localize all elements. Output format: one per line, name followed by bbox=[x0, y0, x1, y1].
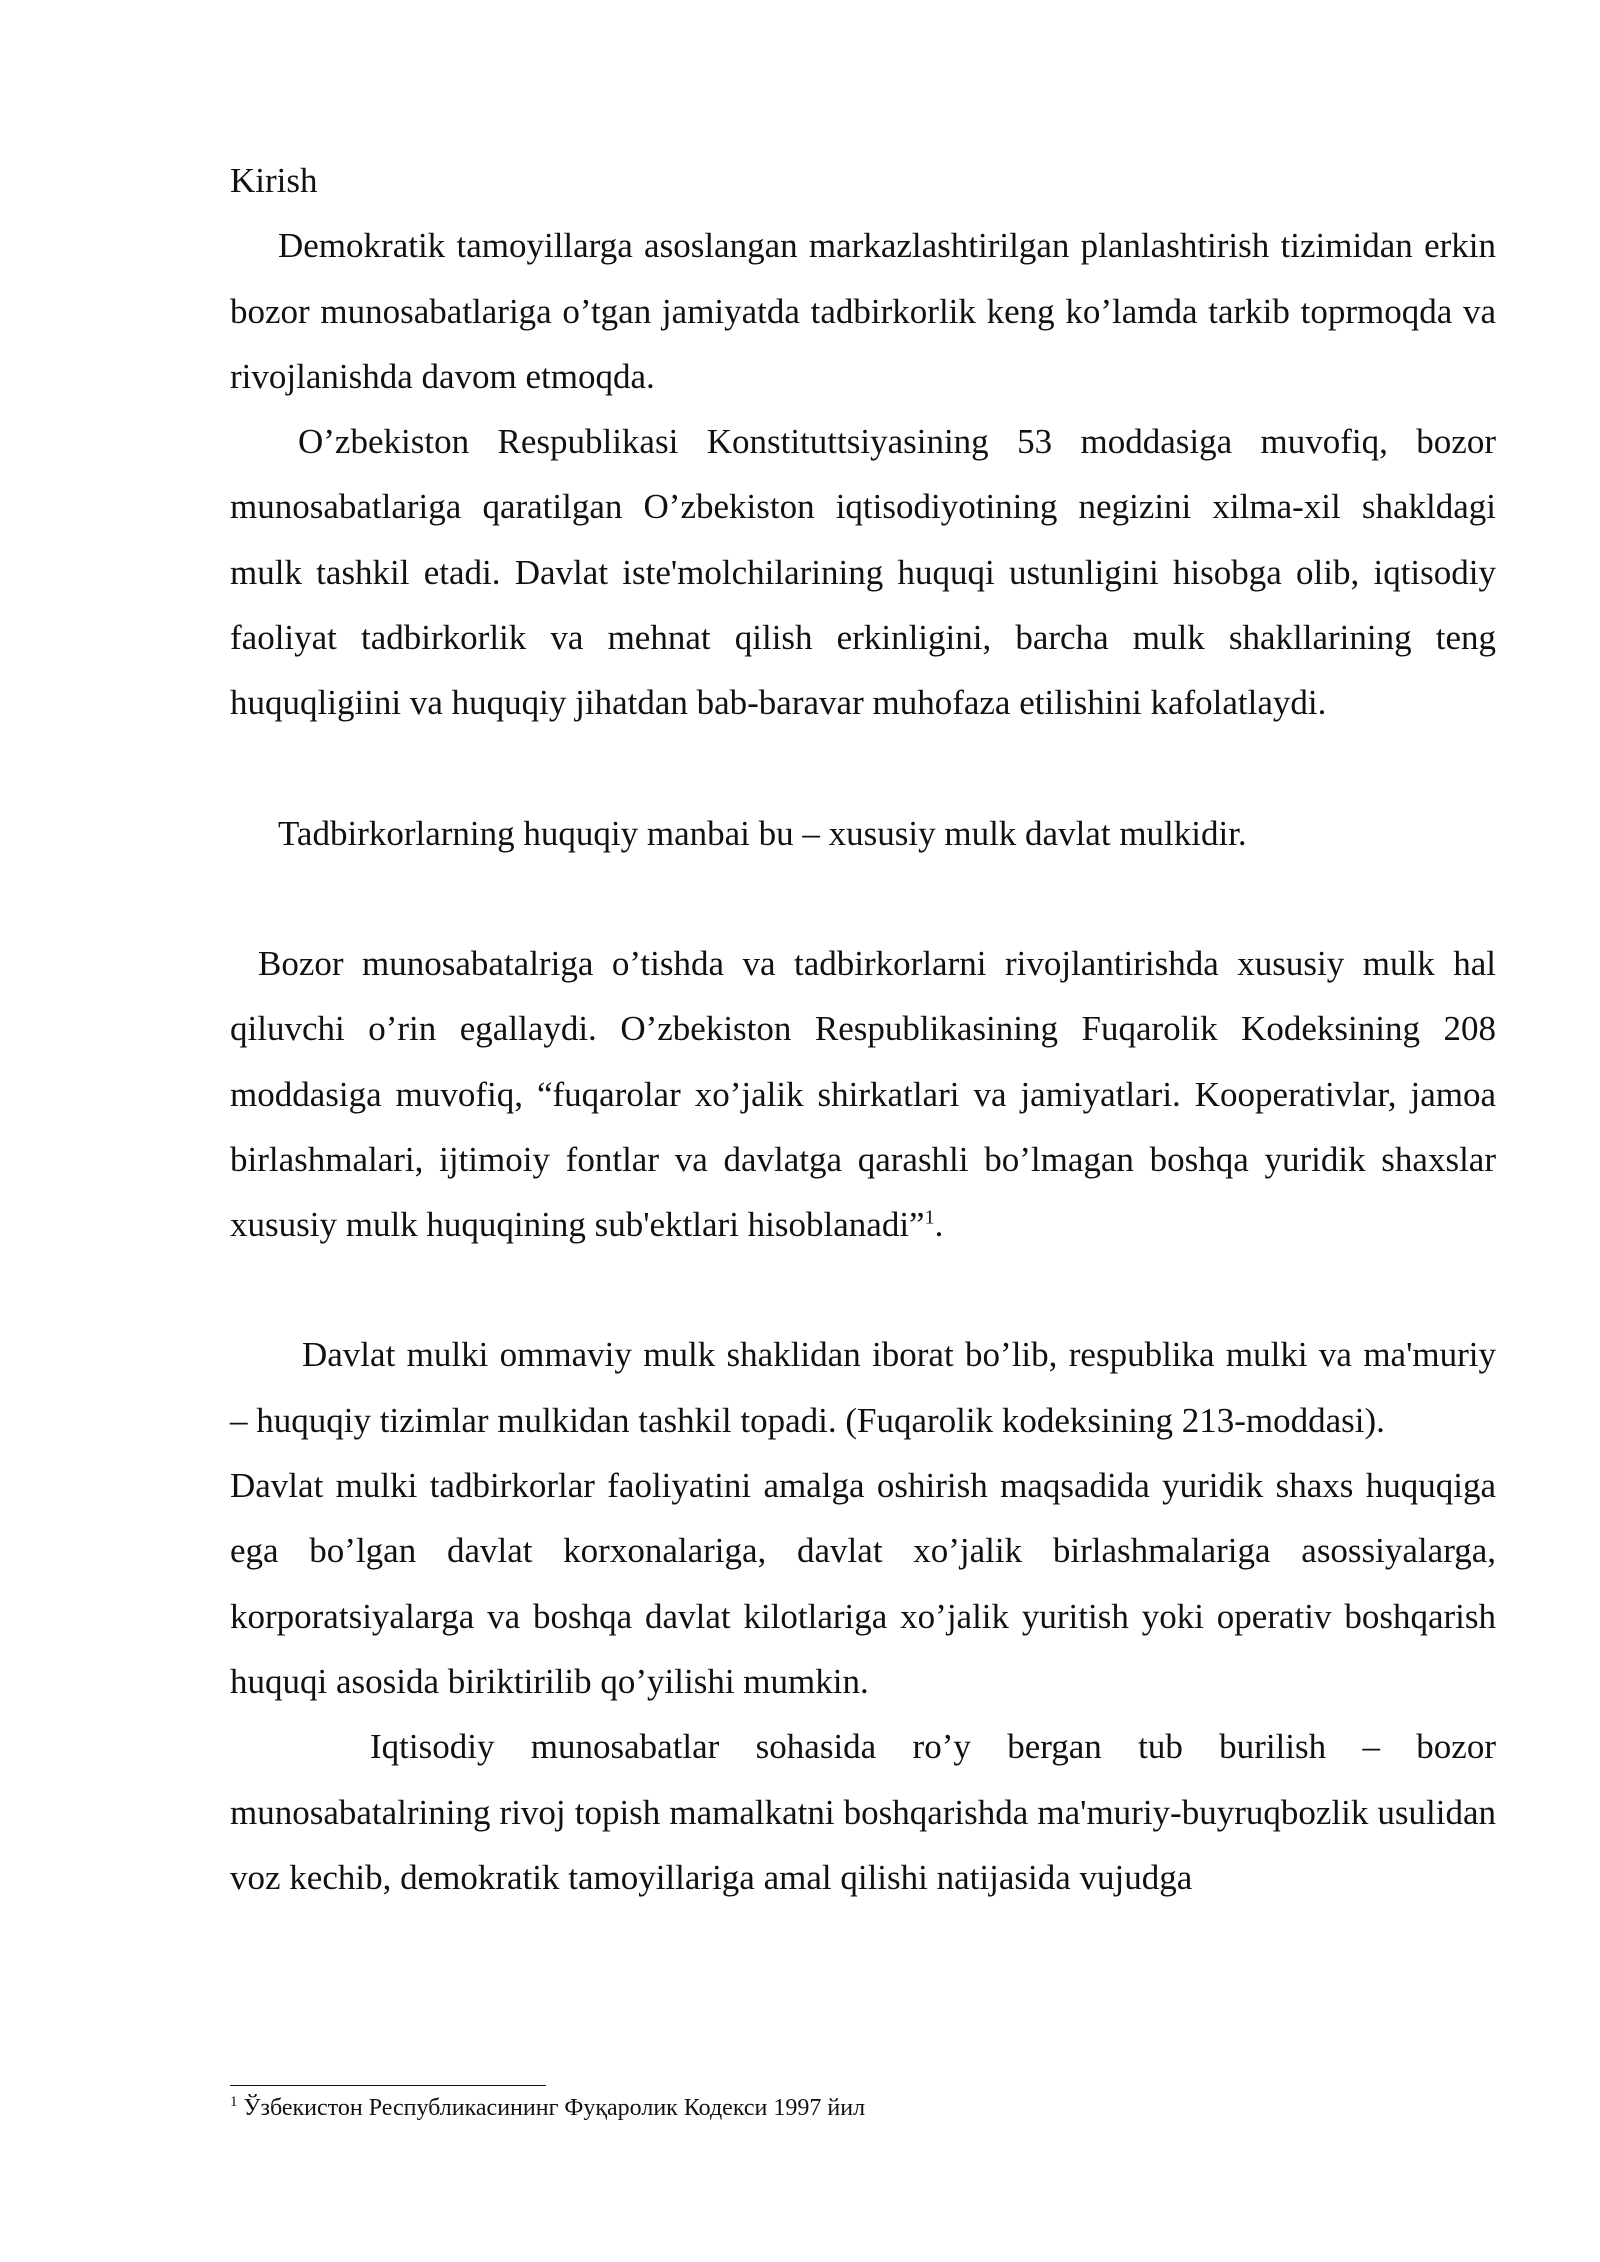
footnote-text: Ўзбекистон Республикасининг Фуқаролик Кодекси 1997 йил bbox=[237, 2095, 866, 2121]
paragraph-spacer bbox=[230, 1257, 1496, 1322]
paragraph-5: Davlat mulki ommaviy mulk shaklidan iborat bo’lib, respublika mulki va ma'muriy – huquqiy tizimlar mulkidan tashkil topadi. (Fuqarolik kodeksining 213-moddasi). bbox=[230, 1335, 1496, 1440]
document-body bbox=[230, 148, 1496, 1910]
paragraph-1: Demokratik tamoyillarga asoslangan markazlashtirilgan planlashtirish tizimidan erkin bozor munosabatlariga o’tgan jamiyatda tadbirkorlik keng ko’lamda tarkib toprmoqda va rivojlanishda davom etmoqda. bbox=[230, 226, 1496, 396]
paragraph-6: Davlat mulki tadbirkorlar faoliyatini amalga oshirish maqsadida yuridik shaxs huquqiga ega bo’lgan davlat korxonalariga, davlat xo’jalik birlashmalariga asossiyalarga, korporatsiyalarga va boshqa davlat kilotlariga xo’jalik yuritish yoki operativ boshqarish huquqi asosida biriktirilib qo’yilishi mumkin. bbox=[230, 1466, 1496, 1701]
paragraph-4-text: Bozor munosabatalriga o’tishda va tadbirkorlarni rivojlantirishda xususiy mulk hal qiluvchi o’rin egallaydi. O’zbekiston Respublikasining Fuqarolik Kodeksining 208 moddasiga muvofiq, “fuqarolar xo’jalik shirkatlari va jamiyatlari. Kooperativlar, jamoa birlashmalari, ijtimoiy fontlar va davlatga qarashli bo’lmagan boshqa yuridik shaxslar xususiy mulk huquqining sub'ektlari hisoblanadi” bbox=[230, 943, 1496, 1245]
footnote-separator bbox=[230, 2085, 546, 2086]
paragraph-spacer bbox=[230, 866, 1496, 931]
paragraph-spacer bbox=[230, 736, 1496, 801]
paragraph-4-end: . bbox=[934, 1205, 944, 1245]
paragraph-4 bbox=[230, 931, 1496, 1257]
footnote-reference[interactable]: 1 bbox=[924, 1206, 935, 1229]
paragraph-2: O’zbekiston Respublikasi Konstituttsiyasining 53 moddasiga muvofiq, bozor munosabatlariga qaratilgan O’zbekiston iqtisodiyotining negizini xilma-xil shakldagi mulk tashkil etadi. Davlat iste'molchilarining huquqi ustunligini hisobga olib, iqtisodiy faoliyat tadbirkorlik va mehnat qilish erkinligini, barcha mulk shakllarining teng huquqligiini va huquqiy jihatdan bab-baravar muhofaza etilishini kafolatlaydi. bbox=[230, 422, 1496, 723]
paragraph-3: Tadbirkorlarning huquqiy manbai bu – xususiy mulk davlat mulkidir. bbox=[278, 813, 1247, 853]
footnote bbox=[230, 2093, 1496, 2123]
section-heading: Kirish bbox=[230, 161, 318, 200]
footnote-marker: 1 bbox=[230, 2094, 238, 2110]
paragraph-7: Iqtisodiy munosabatlar sohasida ro’y bergan tub burilish – bozor munosabatalrining rivoj topish mamalkatni boshqarishda ma'muriy-buyruqbozlik usulidan voz kechib, demokratik tamoyillariga amal qilishi natijasida vujudga bbox=[230, 1727, 1496, 1897]
